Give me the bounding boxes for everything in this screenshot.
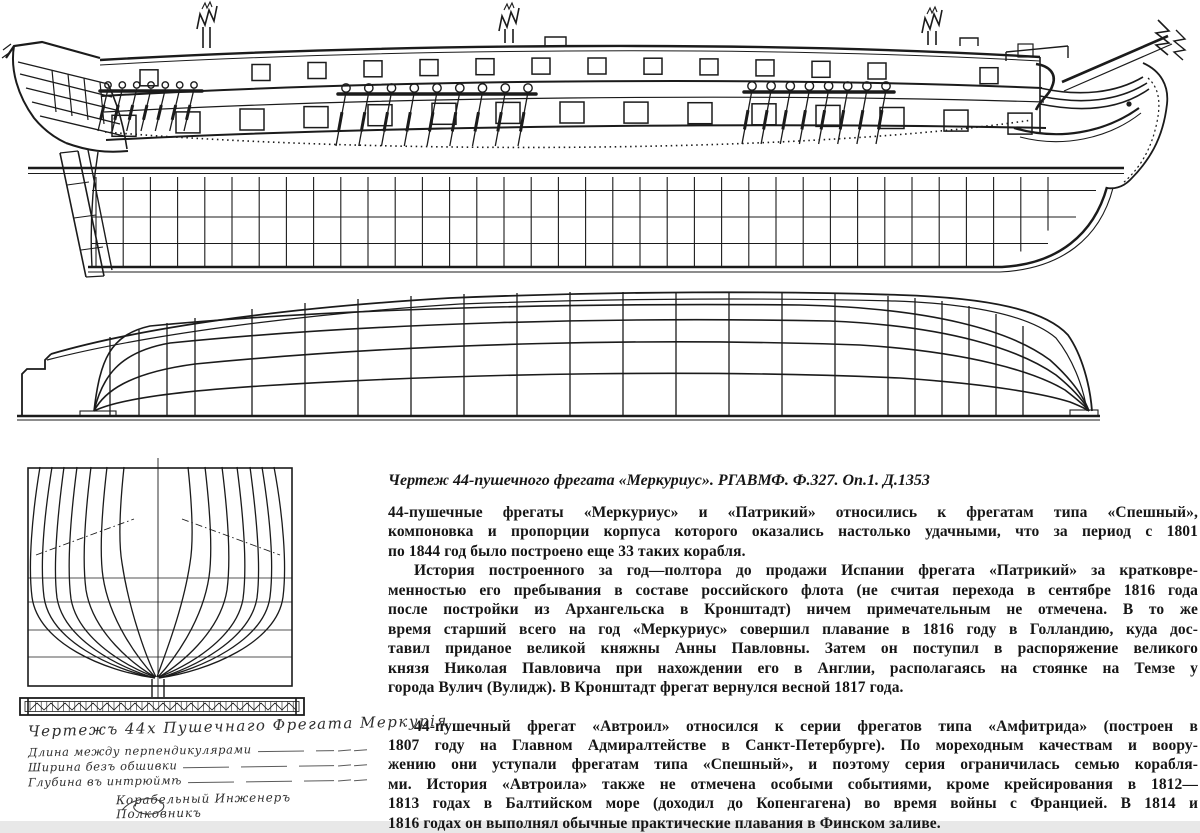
body-plan-frame — [28, 458, 292, 698]
figure-caption: Чертеж 44-пушечного фрегата «Меркуриус». РГАВМФ. Ф.327. Оп.1. Д.1353 — [388, 472, 930, 489]
value-mark — [338, 764, 351, 766]
text-line: 1816 годах он выполнял обычные практические плавания в Финском заливе. — [388, 814, 941, 832]
leader-line — [188, 780, 334, 783]
mast-stubs — [197, 2, 942, 48]
text-line: по 1844 год было построено еще 33 таких корабля. — [388, 542, 746, 560]
text-line: жению они уступали фрегатам типа «Спешный», и поэтому серия ограничилась семью корабля- — [388, 756, 1198, 774]
paragraph — [388, 717, 1198, 833]
section-curves — [30, 467, 284, 678]
text-line: ми. История «Автроила» также не отмечена особыми событиями, кроме крейсирования в 1812— — [388, 775, 1198, 793]
paragraph — [388, 503, 1198, 561]
value-mark — [338, 749, 351, 751]
frame-grid — [92, 177, 1096, 266]
sheer-plan-drawing — [0, 0, 1200, 292]
handwritten-drawing-title: Чертежъ 44х Пушечнаго Фрегата Меркурія — [27, 711, 449, 741]
dimension-label: Длина между перпендикулярами — [27, 742, 252, 760]
text-line: тавил приданое великой княжны Анны Павловны. Затем он поступил в распоряжение великого — [388, 640, 1198, 658]
value-mark — [354, 749, 367, 751]
signature-text: Корабельный Инженеръ Полковникъ — [115, 790, 291, 822]
dimension-label: Глубина въ интрюймѣ — [27, 773, 183, 790]
bow-and-bowsprit — [1006, 20, 1185, 188]
text-line: 1813 годах в Балтийском море (доходил до Копенгагена) во время войны с Францией. В 1814 и — [388, 795, 1198, 813]
ruler-ticks — [30, 702, 296, 712]
value-mark — [354, 764, 367, 766]
dimension-label: Ширина безъ обшивки — [27, 758, 178, 775]
text-line: компоновка и пропорции корпуса которого оказались настолько удачными, что за период с 1801 — [388, 523, 1198, 541]
text-line: города Вулич (Вулидж). В Кронштадт фрегат вернулся весной 1817 года. — [388, 679, 904, 697]
leader-line — [183, 765, 334, 768]
value-mark — [338, 779, 351, 781]
article-text-block — [388, 472, 1198, 833]
text-line: менностью его пребывания в составе российского флота (не считая перехода в сентябре 1816 года — [388, 581, 1198, 599]
text-line: 44-пушечные фрегаты «Меркуриус» и «Патрикий» относились к фрегатам типа «Спешный», — [388, 504, 1198, 521]
handwritten-title-block — [27, 711, 449, 822]
text-line: время старший всего на год «Меркуриус» совершил плавание в 1816 году в Голландию, куда дос- — [388, 620, 1198, 638]
stern-gallery — [2, 42, 128, 277]
text-line: 44-пушечный фрегат «Автроил» относился к серии фрегатов типа «Амфитрида» (построен в — [414, 717, 1198, 735]
paragraph — [388, 561, 1198, 697]
text-line: 1807 году на Главном Адмиралтействе в Санкт-Петербурге). По мореходным качествам и воору- — [388, 736, 1198, 754]
leader-line — [258, 750, 334, 752]
signature-line — [116, 789, 370, 821]
text-line: князя Николая Павловича при нахождении его в Англии, располагаясь на стоянке на Темзе у — [388, 659, 1198, 677]
text-line: История построенного за год—полтора до продажи Испании фрегата «Патрикий» за кратковре- — [414, 562, 1198, 580]
value-mark — [354, 779, 367, 781]
gunport-rows — [112, 58, 1032, 136]
hull-side-lines — [28, 37, 1124, 272]
waterline-curves — [17, 292, 1100, 420]
half-breadth-plan-drawing — [0, 290, 1200, 440]
text-line: после постройки из Архангельска в Кронштадт) ничем примечательным не отмечена. В то же — [388, 601, 1198, 619]
ruler-bar — [20, 698, 304, 715]
signature-flourish — [116, 793, 168, 820]
body-plan-drawing — [12, 455, 362, 700]
